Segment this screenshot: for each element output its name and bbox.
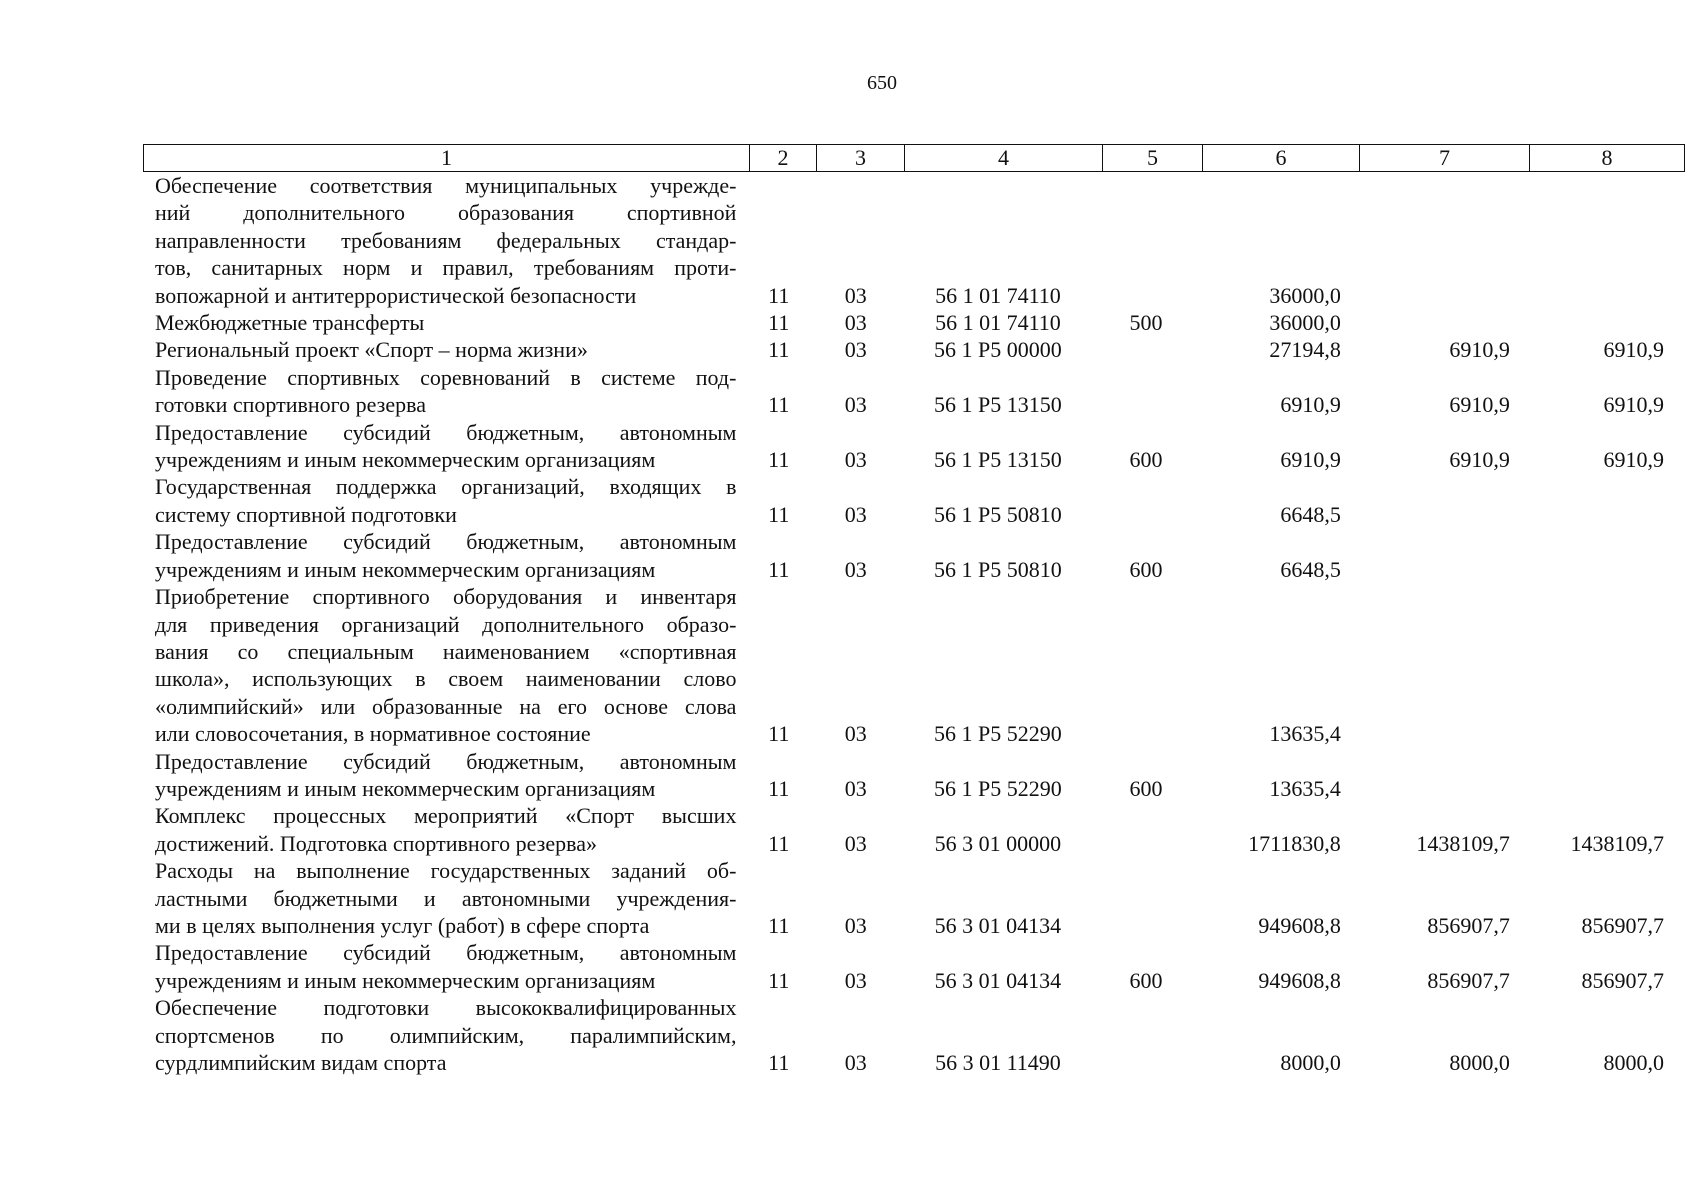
- description-line: Межбюджетные трансферты: [155, 310, 425, 336]
- expense-type-code: 600: [1129, 967, 1163, 993]
- table-row: [143, 336, 1675, 363]
- target-article-code: 56 1 P5 52290: [934, 721, 1062, 747]
- description-line: Региональный проект «Спорт – норма жизни»: [155, 337, 588, 363]
- row-description: [143, 419, 745, 474]
- subsection-code: 03: [844, 392, 867, 418]
- expense-type-code: 600: [1129, 775, 1163, 801]
- description-line: Обеспечение соответствия муниципальных учрежде-: [155, 173, 737, 198]
- column-header-5: 5: [1103, 145, 1203, 172]
- section-code: 11: [768, 556, 790, 582]
- amount-col-8: 1438109,7: [1570, 830, 1664, 856]
- description-line: Расходы на выполнение государственных заданий об-: [155, 858, 737, 884]
- description-line: ластными бюджетными и автономными учреждения-: [155, 885, 737, 911]
- row-description: [143, 802, 745, 857]
- row-description: [143, 528, 745, 583]
- section-code: 11: [768, 1050, 790, 1075]
- amount-col-7: 856907,7: [1427, 912, 1510, 938]
- subsection-code: 03: [844, 501, 867, 527]
- amount-col-6: 36000,0: [1269, 282, 1341, 308]
- table-row: [143, 939, 1675, 994]
- description-line: тов, санитарных норм и правил, требованиям проти-: [155, 255, 737, 281]
- amount-col-6: 8000,0: [1280, 1050, 1341, 1075]
- amount-col-6: 13635,4: [1269, 775, 1341, 801]
- section-code: 11: [768, 392, 790, 418]
- description-line: достижений. Подготовка спортивного резерва»: [155, 830, 597, 856]
- amount-col-7: 856907,7: [1427, 967, 1510, 993]
- amount-col-7: 6910,9: [1449, 392, 1510, 418]
- table-row: [143, 583, 1675, 747]
- table-row: [143, 528, 1675, 583]
- table-row: [143, 857, 1675, 939]
- description-line: или словосочетания, в нормативное состояние: [155, 721, 591, 747]
- subsection-code: 03: [844, 830, 867, 856]
- description-line: учреждениям и иным некоммерческим организациям: [155, 556, 656, 582]
- target-article-code: 56 3 01 04134: [934, 967, 1062, 993]
- amount-col-8: 856907,7: [1581, 912, 1664, 938]
- section-code: 11: [768, 830, 790, 856]
- amount-col-8: 6910,9: [1603, 447, 1664, 473]
- amount-col-7: 6910,9: [1449, 447, 1510, 473]
- amount-col-7: 6910,9: [1449, 337, 1510, 363]
- description-line: Предоставление субсидий бюджетным, автономным: [155, 529, 737, 555]
- description-line: «олимпийский» или образованные на его основе слова: [155, 693, 737, 719]
- amount-col-8: 6910,9: [1603, 392, 1664, 418]
- table-row: [143, 364, 1675, 419]
- subsection-code: 03: [844, 967, 867, 993]
- description-line: вопожарной и антитеррористической безопасности: [155, 282, 637, 308]
- description-line: сурдлимпийским видам спорта: [155, 1050, 447, 1075]
- column-header-8: 8: [1530, 145, 1685, 172]
- amount-col-6: 6648,5: [1280, 501, 1341, 527]
- amount-col-6: 949608,8: [1258, 912, 1341, 938]
- amount-col-6: 6910,9: [1280, 392, 1341, 418]
- table-row: [143, 994, 1675, 1076]
- column-header-4: 4: [905, 145, 1103, 172]
- description-line: спортсменов по олимпийским, паралимпийским,: [155, 1022, 737, 1048]
- amount-col-6: 6910,9: [1280, 447, 1341, 473]
- description-line: для приведения организаций дополнительного образо-: [155, 611, 737, 637]
- expense-type-code: 500: [1129, 310, 1163, 336]
- row-description: [143, 939, 745, 994]
- subsection-code: 03: [844, 337, 867, 363]
- table-row: [143, 172, 1675, 309]
- row-description: [143, 309, 745, 336]
- subsection-code: 03: [844, 310, 867, 336]
- section-code: 11: [768, 501, 790, 527]
- description-line: Обеспечение подготовки высококвалифицированных: [155, 995, 737, 1021]
- section-code: 11: [768, 310, 790, 336]
- section-code: 11: [768, 282, 790, 308]
- subsection-code: 03: [844, 721, 867, 747]
- page-number: 650: [867, 72, 897, 94]
- budget-table-body: [143, 172, 1675, 1076]
- subsection-code: 03: [844, 912, 867, 938]
- section-code: 11: [768, 337, 790, 363]
- amount-col-6: 6648,5: [1280, 556, 1341, 582]
- description-line: Предоставление субсидий бюджетным, автономным: [155, 419, 737, 445]
- amount-col-6: 1711830,8: [1248, 830, 1341, 856]
- amount-col-8: 856907,7: [1581, 967, 1664, 993]
- table-row: [143, 309, 1675, 336]
- description-line: Предоставление субсидий бюджетным, автономным: [155, 748, 737, 774]
- column-header-7: 7: [1360, 145, 1530, 172]
- table-row: [143, 419, 1675, 474]
- row-description: [143, 994, 745, 1076]
- column-header-1: 1: [144, 145, 750, 172]
- description-line: Приобретение спортивного оборудования и инвентаря: [155, 584, 737, 610]
- row-description: [143, 583, 745, 747]
- column-header-table: [143, 144, 1685, 172]
- amount-col-6: 949608,8: [1258, 967, 1341, 993]
- section-code: 11: [768, 912, 790, 938]
- description-line: учреждениям и иным некоммерческим организациям: [155, 775, 656, 801]
- target-article-code: 56 1 P5 50810: [934, 501, 1062, 527]
- subsection-code: 03: [844, 282, 867, 308]
- amount-col-7: 1438109,7: [1416, 830, 1510, 856]
- description-line: Предоставление субсидий бюджетным, автономным: [155, 940, 737, 966]
- target-article-code: 56 1 P5 13150: [934, 392, 1062, 418]
- amount-col-6: 27194,8: [1269, 337, 1341, 363]
- description-line: Государственная поддержка организаций, входящих в: [155, 474, 737, 500]
- target-article-code: 56 1 P5 00000: [934, 337, 1062, 363]
- target-article-code: 56 3 01 11490: [935, 1050, 1061, 1075]
- row-description: [143, 473, 745, 528]
- amount-col-8: 6910,9: [1603, 337, 1664, 363]
- description-line: учреждениям и иным некоммерческим организациям: [155, 447, 656, 473]
- description-line: направленности требованиям федеральных стандар-: [155, 227, 737, 253]
- column-header-6: 6: [1203, 145, 1360, 172]
- column-header-2: 2: [750, 145, 817, 172]
- target-article-code: 56 3 01 00000: [934, 830, 1062, 856]
- table-row: [143, 748, 1675, 803]
- subsection-code: 03: [844, 447, 867, 473]
- subsection-code: 03: [844, 775, 867, 801]
- row-description: [143, 364, 745, 419]
- description-line: ний дополнительного образования спортивной: [155, 200, 737, 226]
- section-code: 11: [768, 721, 790, 747]
- description-line: вания со специальным наименованием «спортивная: [155, 638, 737, 664]
- section-code: 11: [768, 967, 790, 993]
- section-code: 11: [768, 775, 790, 801]
- column-header-row: [144, 145, 1685, 172]
- description-line: систему спортивной подготовки: [155, 501, 457, 527]
- target-article-code: 56 1 01 74110: [935, 310, 1061, 336]
- amount-col-6: 36000,0: [1269, 310, 1341, 336]
- description-line: учреждениям и иным некоммерческим организациям: [155, 967, 656, 993]
- column-header-3: 3: [817, 145, 905, 172]
- description-line: готовки спортивного резерва: [155, 392, 426, 418]
- description-line: Комплекс процессных мероприятий «Спорт высших: [155, 803, 737, 829]
- description-line: ми в целях выполнения услуг (работ) в сфере спорта: [155, 912, 650, 938]
- row-description: [143, 336, 745, 363]
- amount-col-6: 13635,4: [1269, 721, 1341, 747]
- subsection-code: 03: [844, 556, 867, 582]
- amount-col-7: 8000,0: [1449, 1050, 1510, 1075]
- target-article-code: 56 1 P5 13150: [934, 447, 1062, 473]
- target-article-code: 56 1 P5 52290: [934, 775, 1062, 801]
- section-code: 11: [768, 447, 790, 473]
- expense-type-code: 600: [1129, 556, 1163, 582]
- subsection-code: 03: [844, 1050, 867, 1075]
- target-article-code: 56 1 P5 50810: [934, 556, 1062, 582]
- row-description: [143, 748, 745, 803]
- target-article-code: 56 3 01 04134: [934, 912, 1062, 938]
- description-line: школа», использующих в своем наименовании слово: [155, 666, 737, 692]
- amount-col-8: 8000,0: [1603, 1050, 1664, 1075]
- description-line: Проведение спортивных соревнований в системе под-: [155, 364, 737, 390]
- table-row: [143, 802, 1675, 857]
- target-article-code: 56 1 01 74110: [935, 282, 1061, 308]
- table-row: [143, 473, 1675, 528]
- row-description: [143, 172, 745, 309]
- row-description: [143, 857, 745, 939]
- expense-type-code: 600: [1129, 447, 1163, 473]
